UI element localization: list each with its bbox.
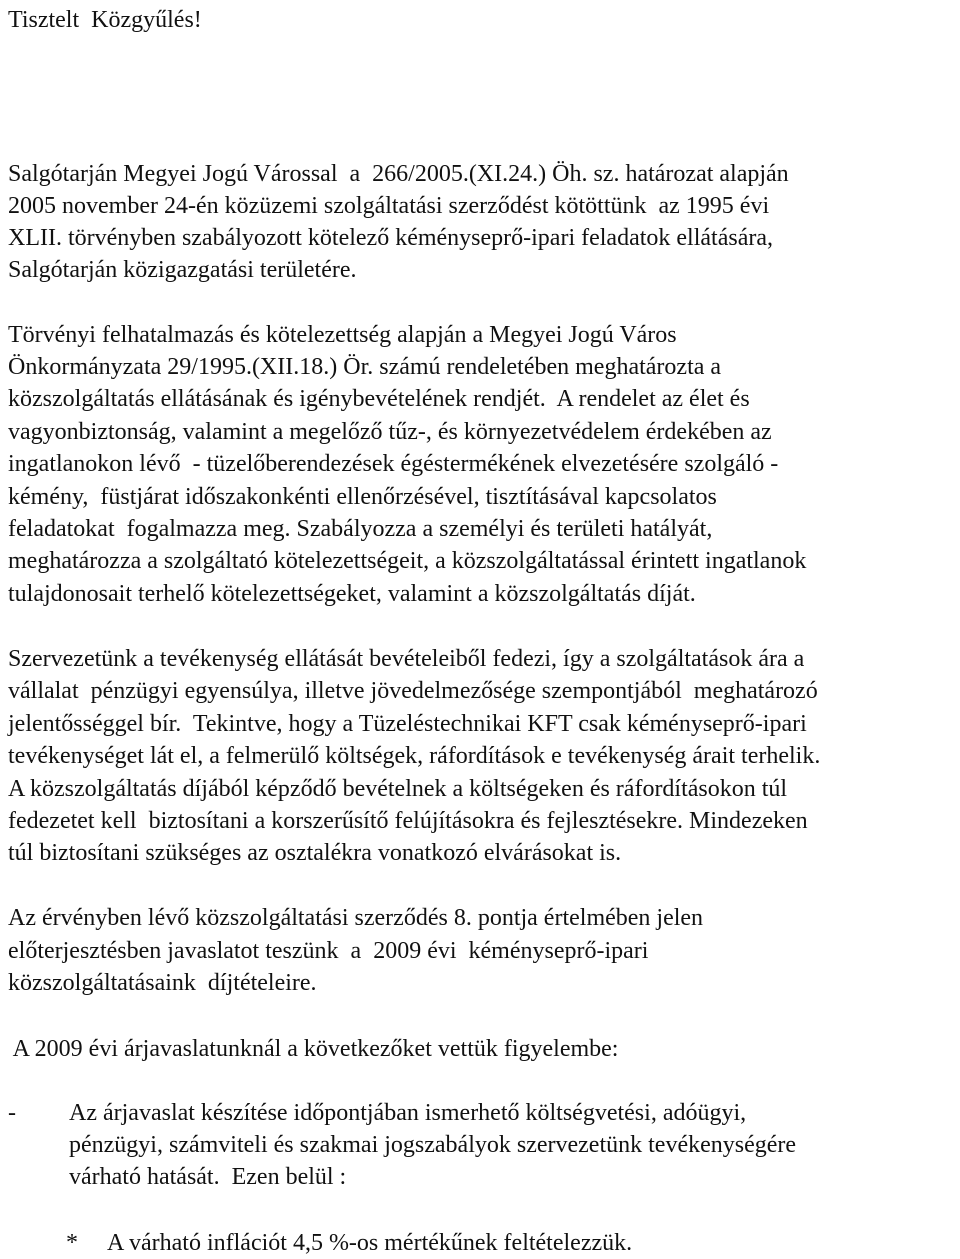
dash-marker: - [8, 1100, 16, 1126]
considerations-intro: A 2009 évi árjavaslatunknál a következőket vettük figyelembe: [8, 1036, 619, 1062]
text-line: Salgótarján közigazgatási területére. [8, 257, 357, 283]
text-line: meghatározza a szolgáltató kötelezettségeit, a közszolgáltatással érintett ingatlanok [8, 548, 807, 574]
text-line: vagyonbiztonság, valamint a megelőző tűz-, és környezetvédelem érdekében az [8, 419, 772, 445]
text-line: A várható inflációt 4,5 %-os mértékűnek feltételezzük. [107, 1230, 633, 1256]
text-line: jelentősséggel bír. Tekintve, hogy a Tüzeléstechnikai KFT csak kéményseprő-ipari [8, 711, 807, 737]
text-line: Szervezetünk a tevékenység ellátását bevételeiből fedezi, így a szolgáltatások ára a [8, 646, 805, 672]
text-line: ingatlanokon lévő - tüzelőberendezések égéstermékének elvezetésére szolgáló - [8, 451, 779, 477]
text-line: Az árjavaslat készítése időpontjában ismerhető költségvetési, adóügyi, [69, 1100, 747, 1126]
text-line: fedezetet kell biztosítani a korszerűsítő felújításokra és fejlesztésekre. Mindezeken [8, 808, 808, 834]
text-line: XLII. törvényben szabályozott kötelező kéményseprő-ipari feladatok ellátására, [8, 225, 773, 251]
text-line: előterjesztésben javaslatot teszünk a 2009 évi kéményseprő-ipari [8, 938, 649, 964]
text-line: Törvényi felhatalmazás és kötelezettség alapján a Megyei Jogú Város [8, 322, 677, 348]
text-line: túl biztosítani szükséges az osztalékra vonatkozó elvárásokat is. [8, 840, 622, 866]
text-line: kémény, füstjárat időszakonkénti ellenőrzésével, tisztításával kapcsolatos [8, 484, 717, 510]
text-line: feladatokat fogalmazza meg. Szabályozza a személyi és területi hatályát, [8, 516, 713, 542]
text-line: várható hatását. Ezen belül : [69, 1164, 347, 1190]
text-line: pénzügyi, számviteli és szakmai jogszabályok szervezetünk tevékenységére [69, 1132, 797, 1158]
text-line: Az érvényben lévő közszolgáltatási szerződés 8. pontja értelmében jelen [8, 905, 704, 931]
text-line: közszolgáltatás ellátásának és igénybevételének rendjét. A rendelet az élet és [8, 386, 750, 412]
text-line: tevékenységet lát el, a felmerülő költségek, ráfordítások e tevékenység árait terhelik. [8, 743, 821, 769]
text-line: vállalat pénzügyi egyensúlya, illetve jövedelmezősége szempontjából meghatározó [8, 678, 818, 704]
text-line: A közszolgáltatás díjából képződő bevételnek a költségeken és ráfordításokon túl [8, 776, 788, 802]
star-marker: * [66, 1230, 78, 1256]
text-line: Önkormányzata 29/1995.(XII.18.) Ör. számú rendeletében meghatározta a [8, 354, 722, 380]
text-line: közszolgáltatásaink díjtételeire. [8, 970, 317, 996]
salutation: Tisztelt Közgyűlés! [8, 7, 202, 33]
text-line: Salgótarján Megyei Jogú Várossal a 266/2005.(XI.24.) Öh. sz. határozat alapján [8, 161, 789, 187]
text-line: 2005 november 24-én közüzemi szolgáltatási szerződést kötöttünk az 1995 évi [8, 193, 770, 219]
text-line: tulajdonosait terhelő kötelezettségeket, valamint a közszolgáltatás díját. [8, 581, 696, 607]
